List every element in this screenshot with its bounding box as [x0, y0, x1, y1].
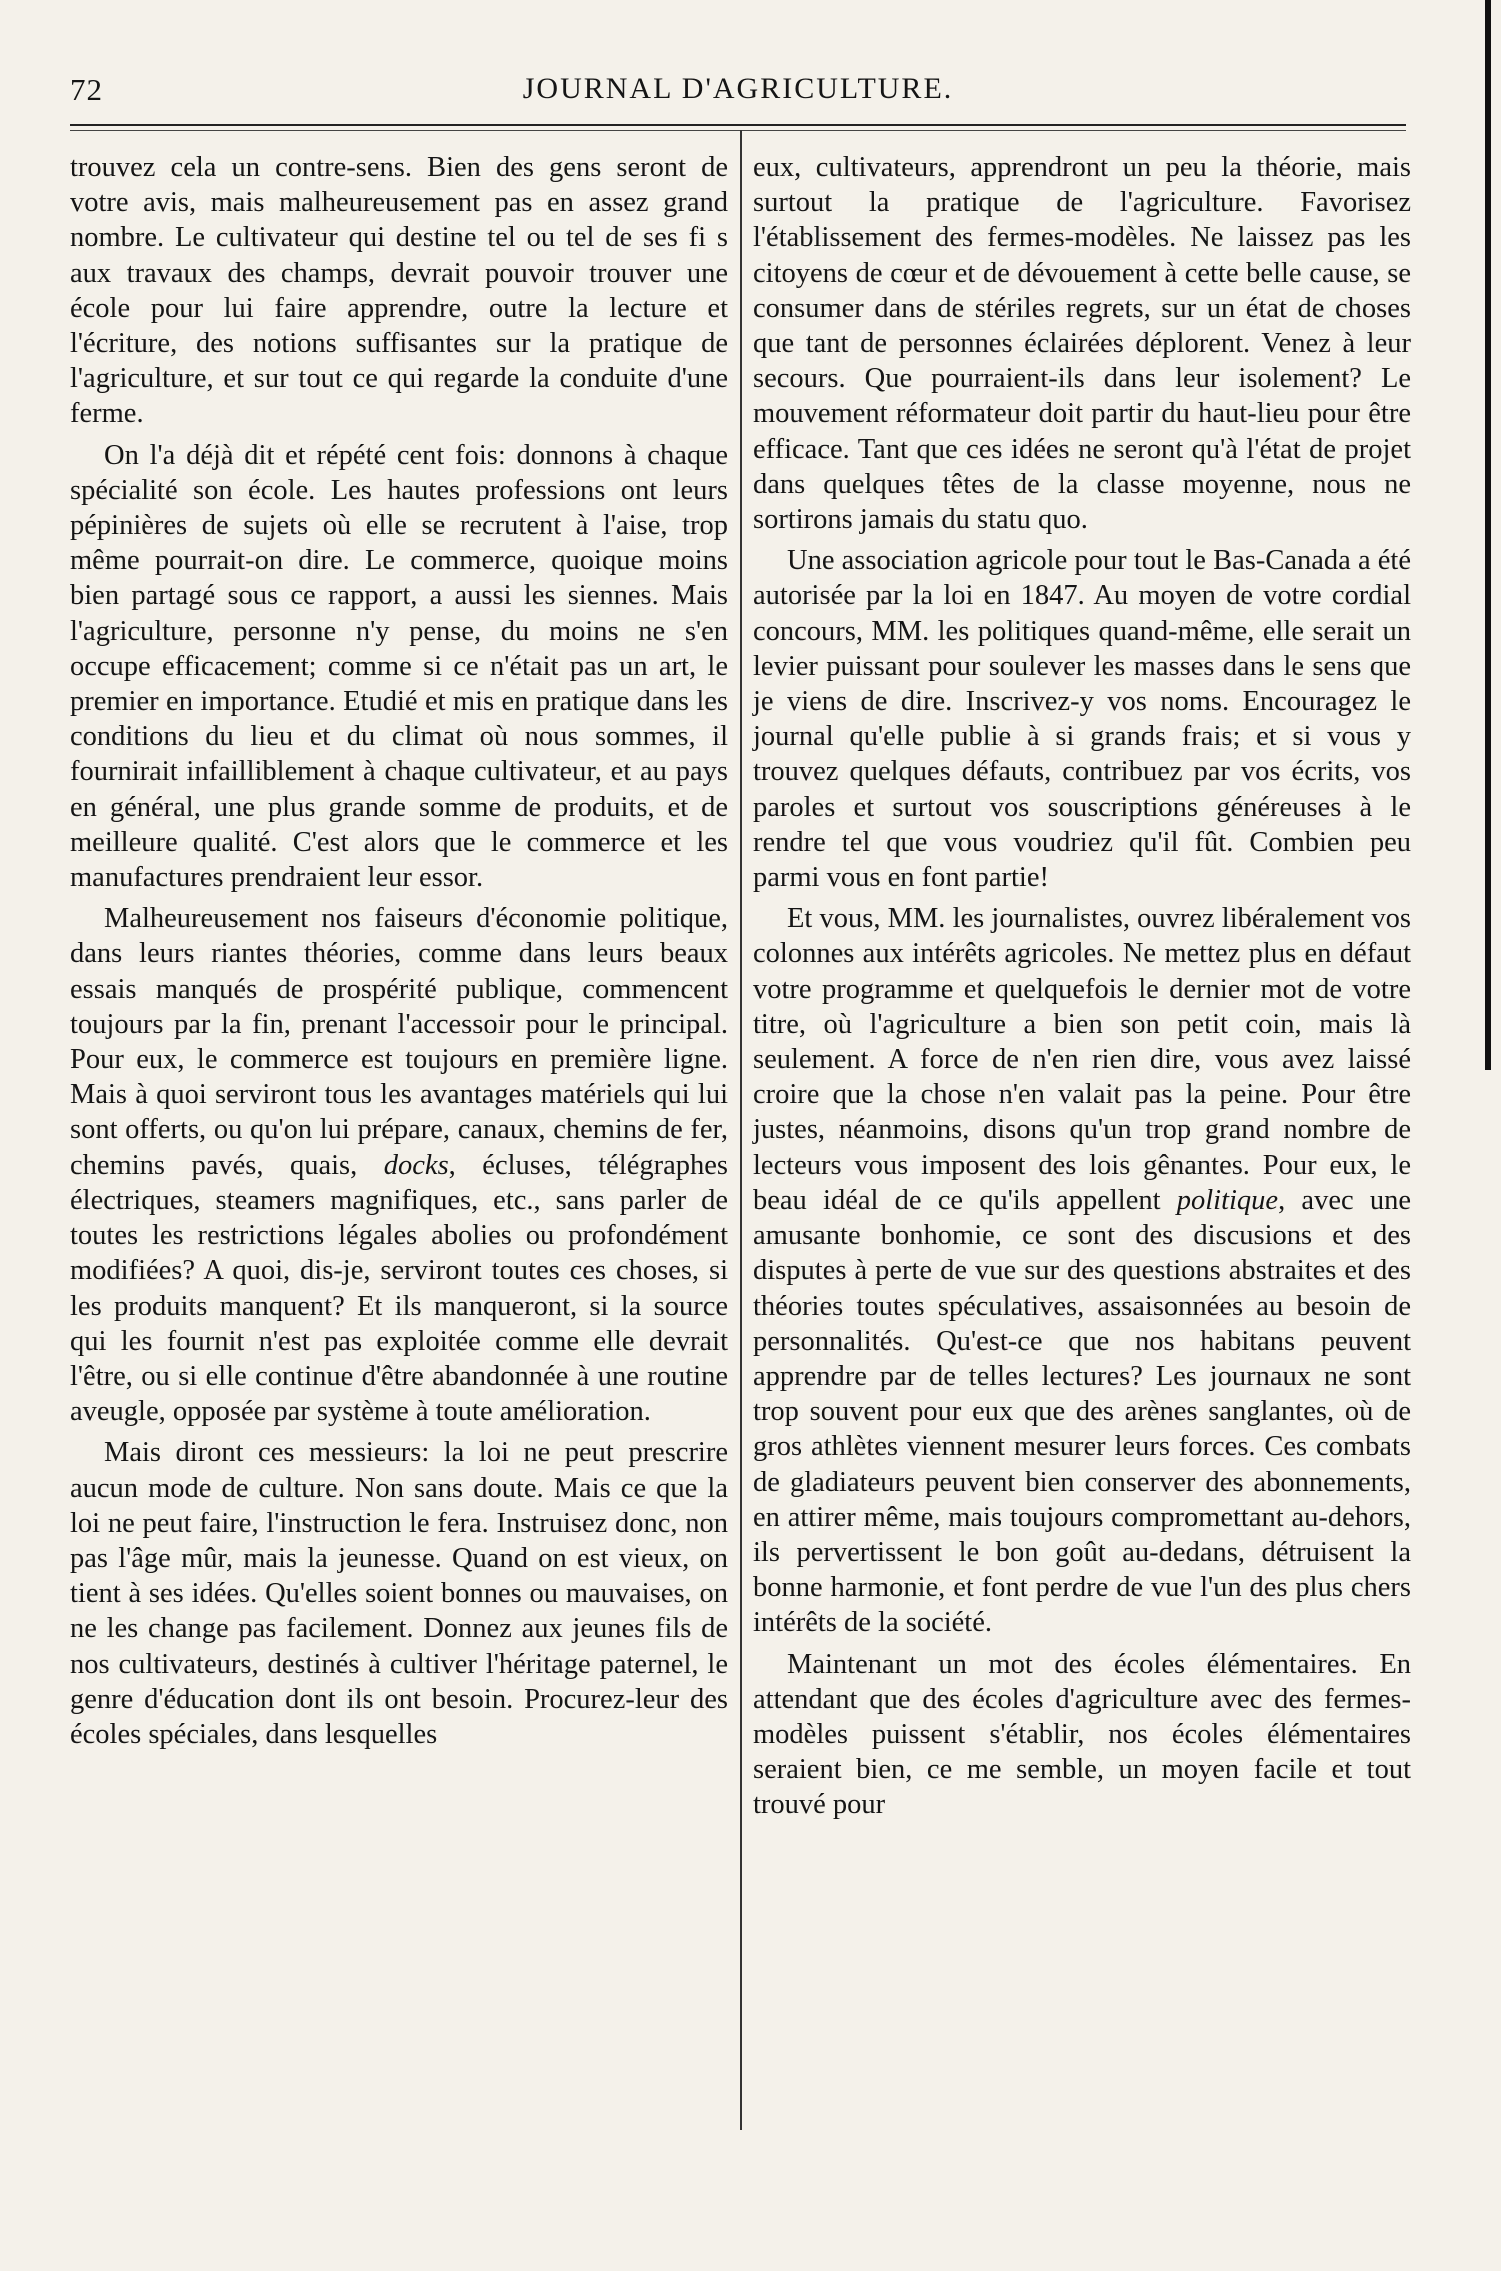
- right-paragraph-1: eux, cultivateurs, apprendront un peu la théorie, mais surtout la pratique de l'agriculture. Favorisez l'établissement des fermes-modèles. Ne laissez pas les citoyens de cœur et de dévouement à cette belle cause, se consumer dans de stériles regrets, sur un état de choses que tant de personnes éclairées déplorent. Venez à leur secours. Que pourraient-ils dans leur isolement? Le mouvement réformateur doit partir du haut-lieu pour être efficace. Tant que ces idées ne seront qu'à l'état de projet dans quelques têtes de la classe moyenne, nous ne sortirons jamais du statu quo.: [753, 152, 1411, 536]
- right-paragraph-3-text-a: Et vous, MM. les journalistes, ouvrez libéralement vos colonnes aux intérêts agricoles. Ne mettez plus en défaut votre programme et quelquefois le dernier mot de votre titre, où l'agriculture a bien son petit coin, mais là seulement. A force de n'en rien dire, vous avez laissé croire que la chose n'en valait pas la peine. Pour être justes, néanmoins, disons qu'un trop grand nombre de lecteurs vous imposent des lois gênantes. Pour eux, le beau idéal de ce qu'ils appellent: [753, 903, 1411, 1216]
- right-paragraph-4: Maintenant un mot des écoles élémentaires. En attendant que des écoles d'agriculture avec des fermes-modèles puissent s'établir, nos écoles élémentaires seraient bien, ce me semble, un moyen facile et tout trouvé pour: [753, 1648, 1411, 1821]
- article-columns: [70, 150, 1411, 2231]
- right-paragraph-2: Une association agricole pour tout le Bas-Canada a été autorisée par la loi en 1847. Au moyen de votre cordial concours, MM. les politiques quand-même, elle serait un levier puissant pour soulever les masses dans le sens que je viens de dire. Inscrivez-y vos noms. Encouragez le journal qu'elle publie à si grands frais; et si vous y trouvez quelques défauts, contribuez par vos écrits, vos paroles et surtout vos souscriptions généreuses à le rendre tel que vous voudriez qu'il fût. Combien peu parmi vous en font partie!: [753, 545, 1411, 894]
- column-divider: [740, 130, 742, 2130]
- left-paragraph-1: trouvez cela un contre-sens. Bien des gens seront de votre avis, mais malheureusement pas en assez grand nombre. Le cultivateur qui destine tel ou tel de ses fi s aux travaux des champs, devrait pouvoir trouver une école pour lui faire apprendre, outre la lecture et l'écriture, des notions suffisantes sur la pratique de l'agriculture, et sur tout ce qui regarde la conduite d'une ferme.: [70, 152, 728, 430]
- right-paragraph-3-text-b: , avec une amusante bonhomie, ce sont des discusions et des disputes à perte de vue sur des questions abstraites et des théories toutes spéculatives, assaisonnées au besoin de personnalités. Qu'est-ce que nos habitans peuvent apprendre par de telles lectures? Les journaux ne sont trop souvent pour eux que des arènes sanglantes, où de gros athlètes viennent mesurer leurs forces. Ces combats de gladiateurs peuvent bien conserver des abonnements, en attirer même, mais toujours compromettant au-dehors, ils pervertissent le bon goût au-dedans, détruisent la bonne harmonie, et font perdre de vue l'un des plus chers intérêts de la société.: [753, 1184, 1411, 1639]
- left-paragraph-3-italic: docks: [383, 1149, 449, 1181]
- left-paragraph-3: [70, 901, 728, 1429]
- binding-edge-bar: [1485, 0, 1491, 1070]
- header-rule-thin: [70, 130, 1406, 131]
- left-paragraph-3-text-b: , écluses, télégraphes électriques, steamers magnifiques, etc., sans parler de toutes les restrictions légales abolies ou profondément modifiées? A quoi, dis-je, serviront toutes ces choses, si les produits manquent? Et ils manqueront, si la source qui les fournit n'est pas exploitée comme elle devrait l'être, ou si elle continue d'être abandonnée à une routine aveugle, opposée par système à toute amélioration.: [70, 1149, 728, 1428]
- right-paragraph-3-italic: politique: [1176, 1184, 1279, 1216]
- running-title: JOURNAL D'AGRICULTURE.: [522, 72, 954, 105]
- left-paragraph-4: Mais diront ces messieurs: la loi ne peut prescrire aucun mode de culture. Non sans doute. Mais ce que la loi ne peut faire, l'instruction le fera. Instruisez donc, non pas l'âge mûr, mais la jeunesse. Quand on est vieux, on tient à ses idées. Qu'elles soient bonnes ou mauvaises, on ne les change pas facilement. Donnez aux jeunes fils de nos cultivateurs, destinés à cultiver l'héritage paternel, le genre d'éducation dont ils ont besoin. Procurez-leur des écoles spéciales, dans lesquelles: [70, 1437, 728, 1750]
- right-paragraph-3: [753, 901, 1411, 1640]
- right-column: [753, 150, 1411, 1823]
- left-paragraph-2: On l'a déjà dit et répété cent fois: donnons à chaque spécialité son école. Les hautes professions ont leurs pépinières de sujets où elle se recrutent à l'aise, trop même pourrait-on dire. Le commerce, quoique moins bien partagé sous ce rapport, a aussi les siennes. Mais l'agriculture, personne n'y pense, du moins ne s'en occupe efficacement; comme si ce n'était pas un art, le premier en importance. Etudié et mis en pratique dans les conditions du lieu et du climat où nous sommes, il fournirait infailliblement à chaque cultivateur, et au pays en général, une plus grande somme de produits, et de meilleure qualité. C'est alors que le commerce et les manufactures prendraient leur essor.: [70, 439, 728, 894]
- page-header: [70, 72, 1406, 124]
- page-number: 72: [70, 72, 103, 107]
- left-column: [70, 150, 728, 1752]
- left-paragraph-3-text-a: Malheureusement nos faiseurs d'économie politique, dans leurs riantes théories, comme dans leurs beaux essais manqués de prospérité publique, commencent toujours par la fin, prenant l'accessoir pour le principal. Pour eux, le commerce est toujours en première ligne. Mais à quoi serviront tous les avantages matériels qui lui sont offerts, ou qu'on lui prépare, canaux, chemins de fer, chemins pavés, quais,: [70, 903, 728, 1181]
- header-rule: [70, 124, 1406, 126]
